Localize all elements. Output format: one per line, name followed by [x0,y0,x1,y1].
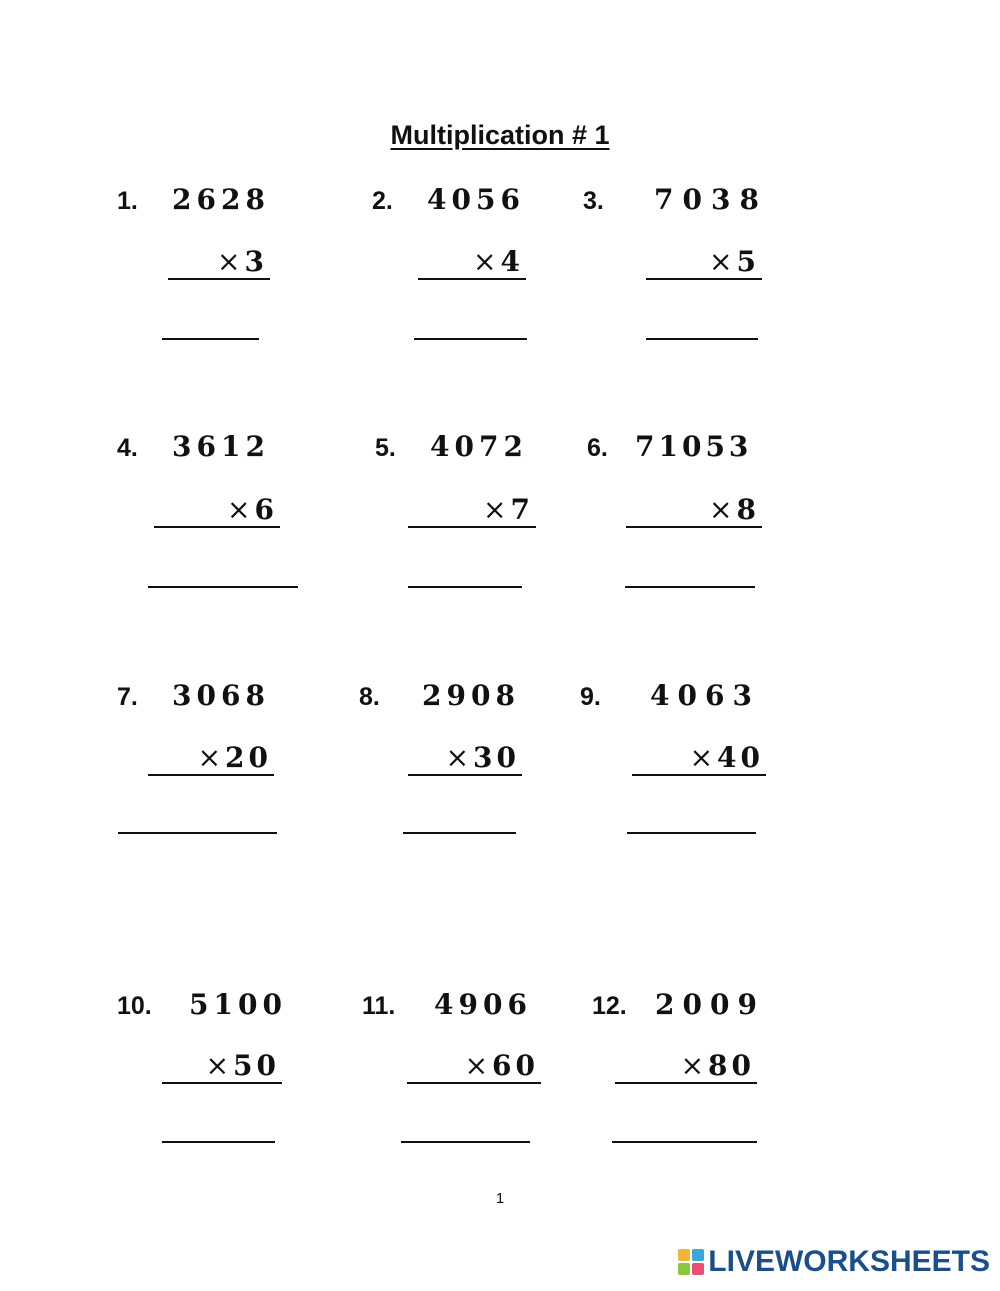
multiplicand: 71053 [635,430,753,463]
times-icon: × [217,245,241,278]
multiplier: 50 [233,1049,280,1082]
problem-number: 3. [583,187,604,215]
multiplicand: 5100 [189,988,287,1021]
times-icon: × [464,1049,489,1082]
times-icon: × [197,741,222,774]
problem-number: 6. [587,434,608,462]
problem-number: 10. [117,992,152,1020]
answer-blank[interactable] [612,1141,757,1143]
multiplier: 5 [736,245,760,278]
multiplier: 80 [708,1049,755,1082]
times-icon: × [689,741,714,774]
multiplier: 4 [500,245,524,278]
answer-blank[interactable] [646,338,758,340]
answer-blank[interactable] [162,338,259,340]
multiplier: 30 [473,741,520,774]
multiplicand: 2908 [422,679,520,712]
problem-number: 11. [362,992,396,1020]
brand-name: LIVEWORKSHEETS [708,1245,990,1278]
times-icon: × [709,245,733,278]
multiplier-row [626,494,762,528]
multiplier-row [168,246,270,280]
answer-blank[interactable] [162,1141,275,1143]
multiplier-row [154,494,280,528]
problem-number: 12. [592,992,627,1020]
brand-logo [678,1245,990,1279]
times-icon: × [473,245,497,278]
multiplier-row [407,1050,541,1084]
answer-blank[interactable] [148,586,298,588]
multiplier-row [646,246,762,280]
multiplier: 8 [736,493,760,526]
multiplicand: 4906 [434,988,532,1021]
multiplier: 3 [244,245,268,278]
liveworksheets-icon [678,1249,704,1275]
multiplier: 40 [717,741,764,774]
multiplier-row [148,742,274,776]
multiplier-row [632,742,766,776]
answer-blank[interactable] [627,832,756,834]
problem-number: 2. [372,187,393,215]
multiplier: 60 [492,1049,539,1082]
answer-blank[interactable] [403,832,516,834]
problem-number: 4. [117,434,138,462]
times-icon: × [483,493,507,526]
page-number: 1 [495,1190,505,1207]
multiplicand: 3612 [172,430,270,463]
multiplicand: 4063 [650,679,760,712]
worksheet-title: Multiplication # 1 [390,120,610,150]
problem-number: 9. [580,683,601,711]
problem-number: 7. [117,683,138,711]
times-icon: × [445,741,470,774]
problem-number: 5. [375,434,396,462]
times-icon: × [680,1049,705,1082]
problem-number: 8. [359,683,380,711]
times-icon: × [227,493,251,526]
multiplicand: 3068 [172,679,270,712]
multiplicand: 2009 [655,988,765,1021]
multiplier-row [418,246,526,280]
multiplier: 20 [225,741,272,774]
answer-blank[interactable] [118,832,277,834]
multiplier: 7 [510,493,534,526]
multiplier-row [408,494,536,528]
answer-blank[interactable] [401,1141,530,1143]
multiplier-row [162,1050,282,1084]
multiplier-row [408,742,522,776]
multiplicand: 4056 [427,183,525,216]
answer-blank[interactable] [414,338,527,340]
multiplicand: 7038 [654,183,768,216]
multiplicand: 2628 [172,183,270,216]
answer-blank[interactable] [408,586,522,588]
times-icon: × [709,493,733,526]
multiplier-row [615,1050,757,1084]
problem-number: 1. [117,187,138,215]
times-icon: × [205,1049,230,1082]
multiplicand: 4072 [430,430,528,463]
multiplier: 6 [254,493,278,526]
answer-blank[interactable] [625,586,755,588]
